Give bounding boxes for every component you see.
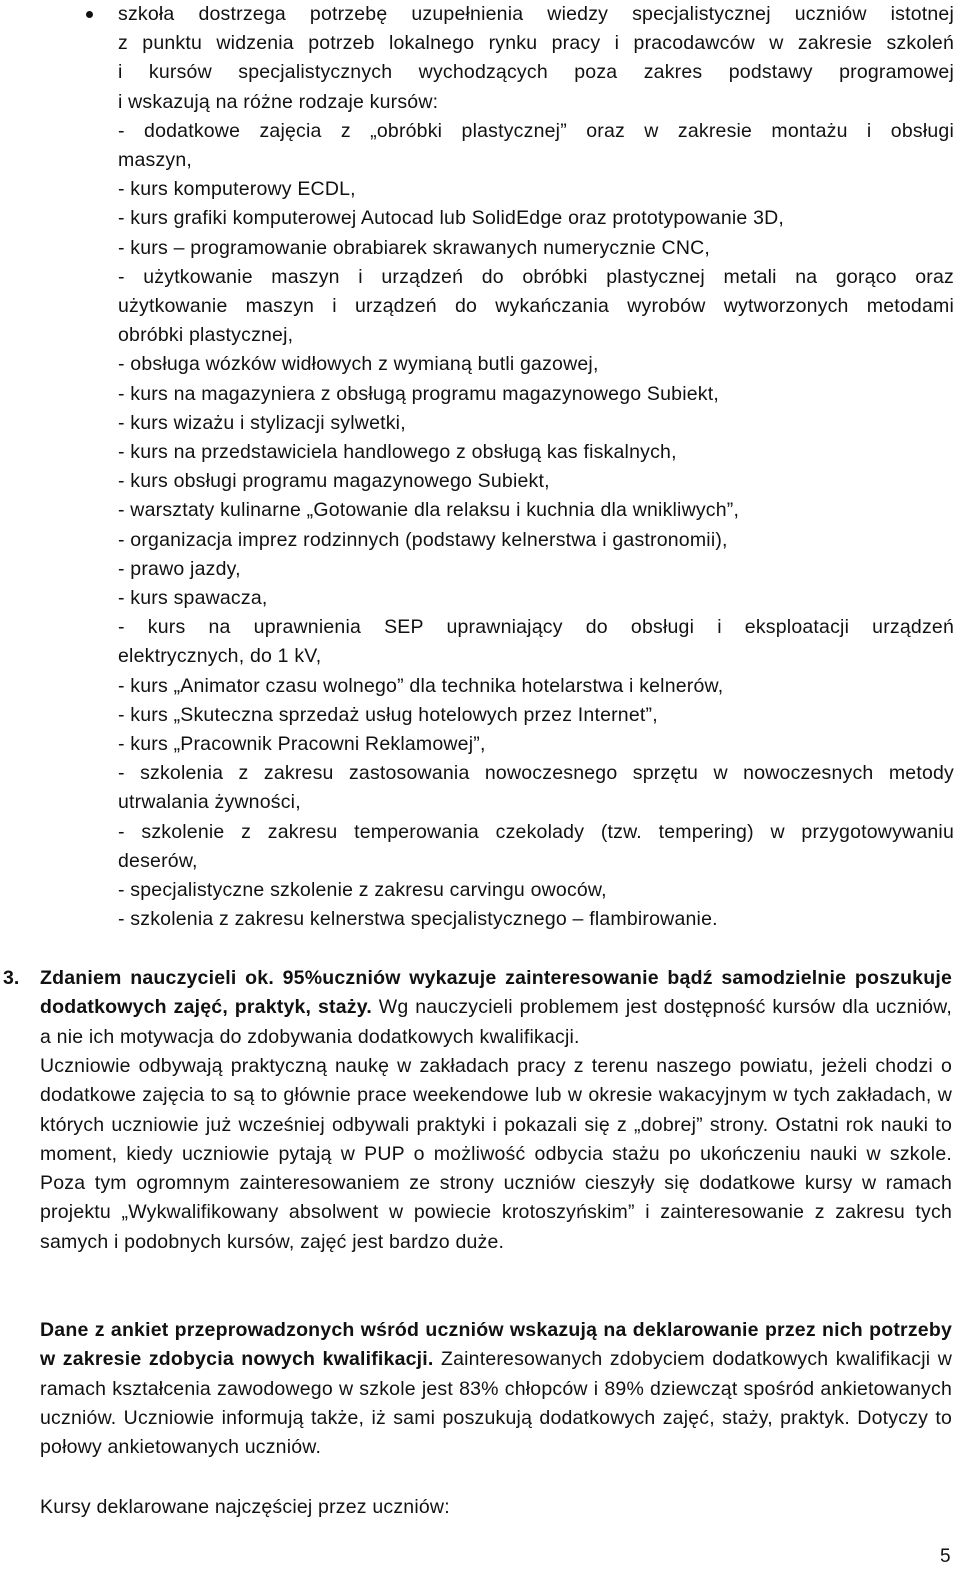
text-line: - prawo jazdy, — [118, 557, 241, 580]
bold-statement: Dane z ankiet przeprowadzonych wśród uczniów wskazują na deklarowanie przez nich potrzeby w zakresie zdobycia nowych kwalifikacji. — [40, 1319, 952, 1371]
text-line: - kurs grafiki komputerowej Autocad lub SolidEdge oraz prototypowanie 3D, — [118, 207, 785, 230]
bullet-paragraph — [118, 0, 954, 935]
text-line: - obsługa wózków widłowych z wymianą butli gazowej, — [118, 353, 599, 376]
bullet-icon — [86, 11, 93, 18]
page-number: 5 — [940, 1546, 951, 1567]
text-line: - szkolenie z zakresu temperowania czekolady (tzw. tempering) w przygotowywaniu — [118, 820, 954, 843]
text-line: utrwalania żywności, — [118, 791, 301, 814]
text-line: i wskazują na różne rodzaje kursów: — [118, 90, 439, 113]
text-line: - kurs „Skuteczna sprzedaż usług hotelowych przez Internet”, — [118, 703, 658, 726]
section-paragraph-4: Kursy deklarowane najczęściej przez uczniów: — [40, 1496, 450, 1518]
text-line: - kurs – programowanie obrabiarek skrawanych numerycznie CNC, — [118, 236, 711, 259]
text-line: - kurs na magazyniera z obsługą programu magazynowego Subiekt, — [118, 382, 719, 405]
text-line: - kurs na przedstawiciela handlowego z obsługą kas fiskalnych, — [118, 441, 677, 464]
text-line: - warsztaty kulinarne „Gotowanie dla relaksu i kuchnia dla wnikliwych”, — [118, 499, 740, 522]
section-number: 3. — [3, 967, 20, 989]
text-line: - kurs na uprawnienia SEP uprawniający do obsługi i eksploatacji urządzeń — [118, 616, 954, 639]
section-paragraph-2: Uczniowie odbywają praktyczną naukę w zakładach pracy z terenu naszego powiatu, jeżeli chodzi o dodatkowe zajęcia to są to głównie prace weekendowe lub w okresie wakacyjnym w tych zakładach, w których uczniowie już wcześniej odbywali praktyki i pokazali się z „dobrej” strony. Ostatni rok nauki to moment, kiedy uczniowie pytają w PUP o możliwość odbycia stażu po ukończeniu nauki w szkole. Poza tym ogromnym zainteresowaniem ze strony uczniów cieszyły się dodatkowe kursy w ramach projektu „Wykwalifikowany absolwent w powiecie krotoszyńskim” i zainteresowanie z zakresu tych samych i podobnych kursów, zajęć jest bardzo duże. — [40, 1055, 952, 1253]
section-paragraph-3 — [40, 1316, 952, 1462]
text-line: - użytkowanie maszyn i urządzeń do obróbki plastycznej metali na gorąco oraz — [118, 265, 954, 288]
paragraph-text: Zainteresowanych zdobyciem dodatkowych kwalifikacji w ramach kształcenia zawodowego w szkole jest 83% chłopców i 89% dziewcząt spośród ankietowanych uczniów. Uczniowie informują także, iż sami poszukują dodatkowych zajęć, staży, praktyk. Dotyczy to połowy ankietowanych uczniów. — [40, 1348, 952, 1459]
text-line: - kurs obsługi programu magazynowego Subiekt, — [118, 470, 550, 493]
paragraph-text: Wg nauczycieli problemem jest dostępność kursów dla uczniów, a nie ich motywacja do zdobywania dodatkowych kwalifikacji. — [40, 996, 953, 1048]
bold-statement: Zdaniem nauczycieli ok. 95%uczniów wykazuje zainteresowanie bądź samodzielnie poszukuje dodatkowych zajęć, praktyk, staży. — [40, 967, 952, 1019]
text-line: elektrycznych, do 1 kV, — [118, 645, 322, 668]
text-line: - kurs komputerowy ECDL, — [118, 178, 356, 201]
text-line: - kurs „Animator czasu wolnego” dla technika hotelarstwa i kelnerów, — [118, 674, 724, 697]
text-line: - dodatkowe zajęcia z „obróbki plastycznej” oraz w zakresie montażu i obsługi — [118, 119, 954, 142]
text-line: - szkolenia z zakresu kelnerstwa specjalistycznego – flambirowanie. — [118, 908, 718, 931]
text-line: - specjalistyczne szkolenie z zakresu carvingu owoców, — [118, 879, 607, 902]
text-line: - kurs wizażu i stylizacji sylwetki, — [118, 411, 406, 434]
text-line: - kurs „Pracownik Pracowni Reklamowej”, — [118, 733, 486, 756]
text-line: - organizacja imprez rodzinnych (podstawy kelnerstwa i gastronomii), — [118, 528, 728, 551]
text-line: szkoła dostrzega potrzebę uzupełnienia wiedzy specjalistycznej uczniów istotnej — [118, 3, 954, 25]
text-line: maszyn, — [118, 149, 193, 172]
text-line: - szkolenia z zakresu zastosowania nowoczesnego sprzętu w nowoczesnych metody — [118, 762, 954, 785]
text-line: obróbki plastycznej, — [118, 324, 294, 347]
text-line: - kurs spawacza, — [118, 587, 268, 610]
text-line: i kursów specjalistycznych wychodzących poza zakres podstawy programowej — [118, 61, 954, 84]
text-line: użytkowanie maszyn i urządzeń do wykańczania wyrobów wytworzonych metodami — [118, 295, 954, 318]
section-paragraph-1 — [40, 964, 952, 1052]
text-line: z punktu widzenia potrzeb lokalnego rynku pracy i pracodawców w zakresie szkoleń — [118, 32, 954, 55]
text-line: deserów, — [118, 849, 198, 872]
